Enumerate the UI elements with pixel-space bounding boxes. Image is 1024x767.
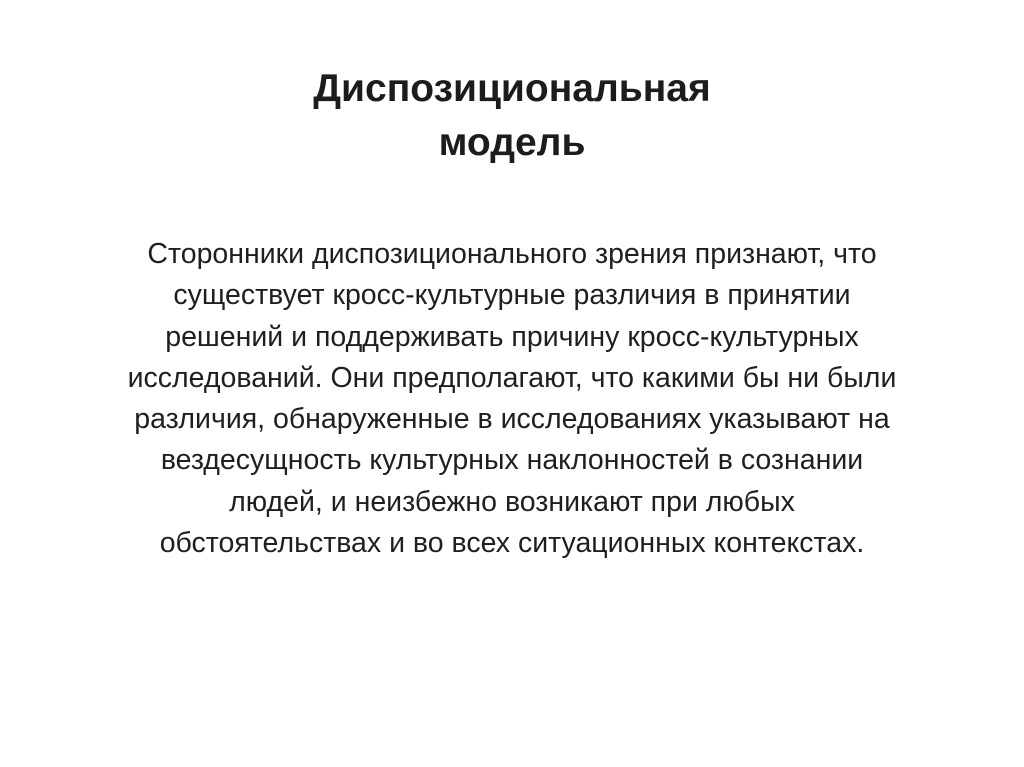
slide-title-line-1: Диспозициональная <box>313 67 711 110</box>
slide-title <box>112 62 912 170</box>
body-line-2: существует кросс-культурные различия в принятии <box>173 279 851 312</box>
body-line-8: обстоятельствах и во всех ситуационных контекстах. <box>159 527 865 560</box>
slide-title-line-2: модель <box>438 121 586 164</box>
slide-body-text <box>72 234 952 564</box>
body-line-1: Сторонники диспозиционального зрения признают, что <box>147 238 877 270</box>
body-line-5: различия, обнаруженные в исследованиях указывают на <box>134 403 890 436</box>
body-line-4: исследований. Они предполагают, что какими бы ни были <box>127 361 897 394</box>
body-line-3: решений и поддерживать причину кросс-культурных <box>165 320 859 353</box>
body-line-6: вездесущность культурных наклонностей в сознании <box>160 444 864 477</box>
body-line-7: людей, и неизбежно возникают при любых <box>229 485 795 518</box>
